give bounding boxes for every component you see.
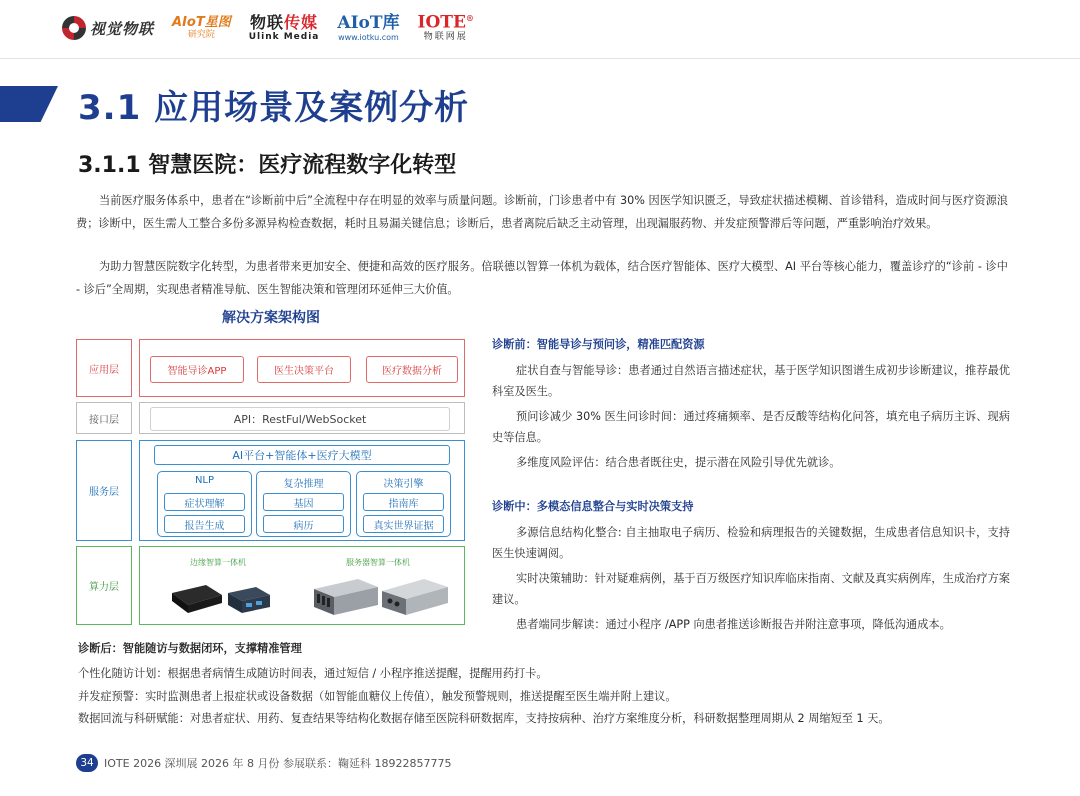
server-chassis-icon <box>380 577 450 617</box>
service-column-title: 复杂推理 <box>283 479 324 490</box>
service-column-nlp <box>157 471 252 537</box>
service-column-title: 决策引擎 <box>383 479 424 490</box>
mid-diagnosis-item: 患者端同步解读：通过小程序 /APP 向患者推送诊断报告并附注意事项，降低沟通成本。 <box>516 618 951 631</box>
pre-diagnosis-item: 多维度风险评估：结合患者既往史，提示潜在风险引导优先就诊。 <box>516 456 841 469</box>
logo-iote: IOTE® 物联网展 <box>417 12 474 43</box>
compute-layer-label: 算力层 <box>76 546 132 625</box>
post-diagnosis-heading: 诊断后：智能随访与数据闭环，支撑精准管理 <box>78 642 302 655</box>
eye-logo-icon <box>62 16 86 40</box>
post-diagnosis-item: 个性化随访计划：根据患者病情生成随访时间表，通过短信 / 小程序推送提醒，提醒用药打卡。 <box>78 667 548 680</box>
service-item: 报告生成 <box>164 515 245 533</box>
app-item: 医疗数据分析 <box>366 356 458 383</box>
edge-device-caption: 边缘智算一体机 <box>190 558 246 567</box>
page-number: 34 <box>76 754 98 772</box>
logo-aiotku: AIoT库 www.iotku.com <box>337 12 400 42</box>
server-device-caption: 服务器智算一体机 <box>346 558 410 567</box>
logo-shijue-wulian: 视觉物联 <box>62 16 154 40</box>
section-title-accent <box>0 86 58 122</box>
service-item: 症状理解 <box>164 493 245 511</box>
service-layer-box <box>139 440 465 541</box>
api-protocol: API：RestFul/WebSocket <box>150 407 450 431</box>
service-column-reasoning <box>256 471 351 537</box>
post-diagnosis-item: 数据回流与科研赋能：对患者症状、用药、复查结果等结构化数据存储至医院科研数据库，支持按病种、治疗方案维度分析，科研数据整理周期从 2 周缩短至 1 天。 <box>78 712 890 725</box>
app-layer-box <box>139 339 465 397</box>
mid-diagnosis-section <box>492 496 1010 635</box>
logo-aiot-xingtu: AIoT星图 研究院 <box>172 15 231 40</box>
service-item: 指南库 <box>363 493 444 511</box>
service-column-title: NLP <box>194 475 215 486</box>
server-rack-icon <box>312 577 380 617</box>
pre-diagnosis-item: 症状自查与智能导诊：患者通过自然语言描述症状，基于医学知识图谱生成初步诊断建议，推荐最优科室及医生。 <box>492 364 1010 398</box>
subsection-title: 3.1.1 智慧医院：医疗流程数字化转型 <box>78 153 457 178</box>
post-diagnosis-item: 并发症预警：实时监测患者上报症状或设备数据（如智能血糖仪上传值），触发预警规则，推送提醒至医生端并附上建议。 <box>78 690 677 703</box>
intro-paragraph-2: 为助力智慧医院数字化转型，为患者带来更加安全、便捷和高效的医疗服务。倍联德以智算一体机为载体，结合医疗智能体、医疗大模型、AI 平台等核心能力，覆盖诊疗的“诊前 - 诊中 - 诊后”全周期，实现患者精准导航、医生智能决策和管理闭环延伸三大价值。 <box>76 260 1008 296</box>
ai-platform-bar: AI平台+智能体+医疗大模型 <box>154 445 450 465</box>
app-item: 医生决策平台 <box>257 356 351 383</box>
header-logos <box>62 10 492 46</box>
service-layer-label: 服务层 <box>76 440 132 541</box>
diagram-title: 解决方案架构图 <box>222 310 320 326</box>
service-item: 病历 <box>263 515 344 533</box>
page-footer <box>76 754 452 772</box>
edge-device-black-icon <box>168 581 224 615</box>
logo-ulink-media: 物联传媒 Ulink Media <box>248 12 320 42</box>
app-item: 智能导诊APP <box>150 356 244 383</box>
api-layer-label: 接口层 <box>76 402 132 434</box>
section-title: 3.1 应用场景及案例分析 <box>78 88 470 128</box>
intro-paragraph-1: 当前医疗服务体系中，患者在“诊断前中后”全流程中存在明显的效率与质量问题。诊断前，门诊患者中有 30% 因医学知识匮乏，导致症状描述模糊、首诊错科，造成时间与医疗资源浪费；诊断中，医生需人工整合多份多源异构检查数据，耗时且易漏关键信息；诊断后，患者离院后缺乏主动管理，出现漏服药物、并发症预警滞后等问题，严重影响治疗效果。 <box>76 194 1008 230</box>
pre-diagnosis-heading: 诊断前：智能导诊与预问诊，精准匹配资源 <box>492 338 705 351</box>
header-divider <box>0 58 1080 59</box>
app-layer-label: 应用层 <box>76 339 132 397</box>
compute-layer-box <box>139 546 465 625</box>
api-layer-box <box>139 402 465 434</box>
mid-diagnosis-item: 多源信息结构化整合: 自主抽取电子病历、检验和病理报告的关键数据，生成患者信息知识卡，支持医生快速调阅。 <box>492 526 1010 560</box>
pre-diagnosis-item: 预问诊减少 30% 医生问诊时间：通过疼痛频率、是否反酸等结构化问答，填充电子病历主诉、现病史等信息。 <box>492 410 1010 444</box>
pre-diagnosis-section <box>492 334 1010 473</box>
service-column-decision <box>356 471 451 537</box>
footer-text: IOTE 2026 深圳展 2026 年 8 月份 参展联系：鞠延科 18922857775 <box>104 757 452 770</box>
mid-diagnosis-heading: 诊断中：多模态信息整合与实时决策支持 <box>492 500 694 513</box>
service-item: 真实世界证据 <box>363 515 444 533</box>
service-item: 基因 <box>263 493 344 511</box>
mid-diagnosis-item: 实时决策辅助：针对疑难病例，基于百万级医疗知识库临床指南、文献及真实病例库，生成治疗方案建议。 <box>492 572 1010 606</box>
edge-device-blue-icon <box>226 583 272 615</box>
